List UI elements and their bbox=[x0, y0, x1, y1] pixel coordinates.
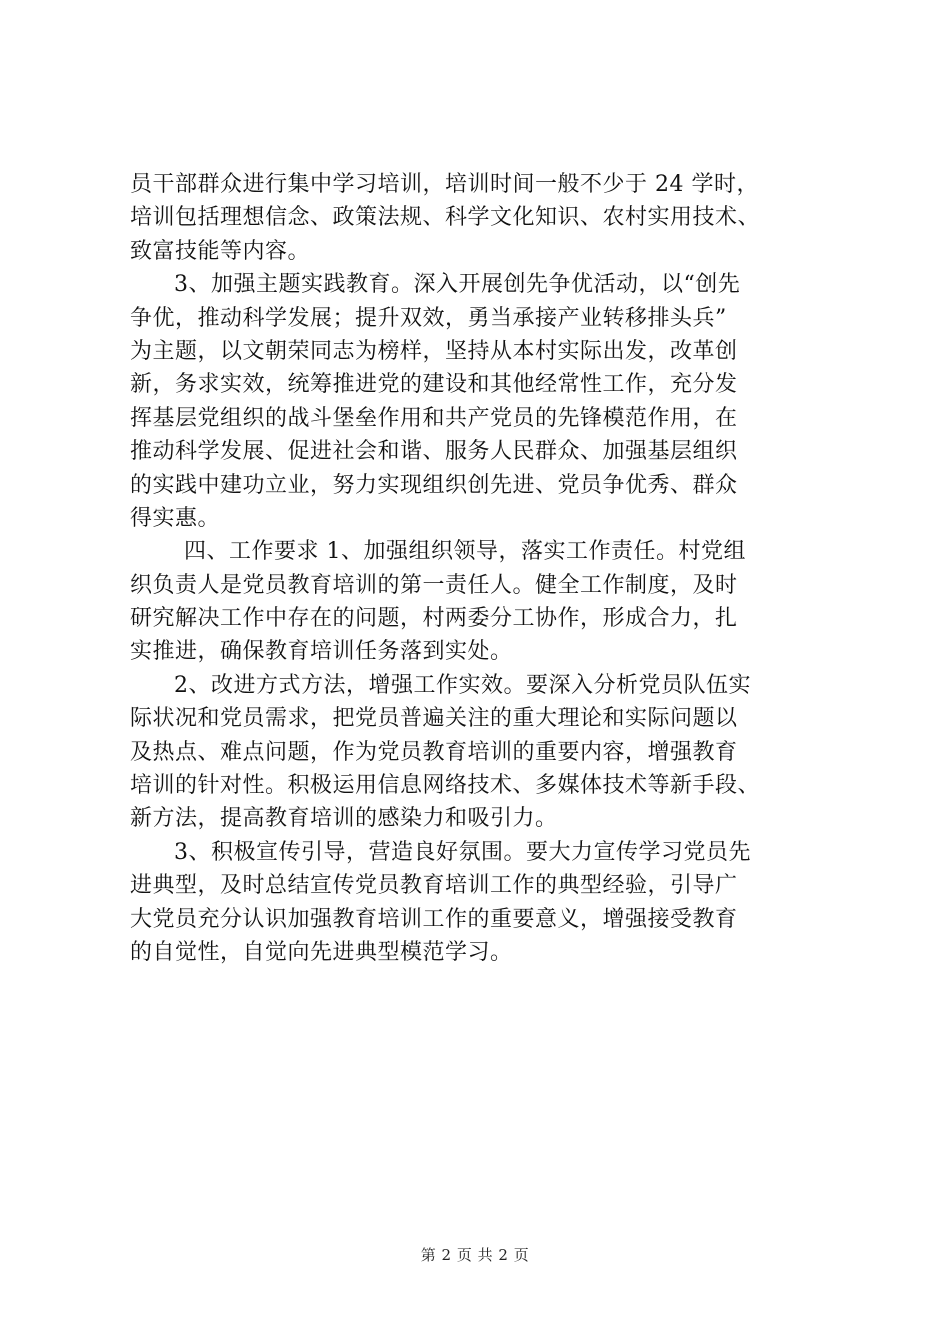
text-line: 得实惠。 bbox=[130, 505, 221, 531]
page-footer bbox=[0, 1244, 950, 1265]
text-line: 培训包括理想信念、政策法规、科学文化知识、农村实用技术、 bbox=[130, 205, 761, 231]
text-line: 的自觉性，自觉向先进典型模范学习。 bbox=[130, 939, 513, 965]
page-number: 第 2 页 共 2 页 bbox=[420, 1246, 530, 1264]
text-line: 四、工作要求 1、加强组织领导，落实工作责任。村党组 bbox=[184, 539, 746, 565]
text-line: 研究解决工作中存在的问题，村两委分工协作，形成合力，扎 bbox=[130, 606, 738, 632]
text-line: 3、加强主题实践教育。深入开展创先争优活动，以“创先 bbox=[174, 272, 741, 298]
text-line: 新方法，提高教育培训的感染力和吸引力。 bbox=[130, 806, 558, 832]
text-line: 员干部群众进行集中学习培训，培训时间一般不少于 24 学时， bbox=[130, 172, 759, 197]
text-line: 培训的针对性。积极运用信息网络技术、多媒体技术等新手段、 bbox=[130, 773, 761, 799]
text-line: 争优，推动科学发展；提升双效，勇当承接产业转移排头兵” bbox=[130, 305, 727, 331]
text-line: 2、改进方式方法，增强工作实效。要深入分析党员队伍实 bbox=[174, 672, 751, 698]
text-line: 进典型，及时总结宣传党员教育培训工作的典型经验，引导广 bbox=[130, 873, 738, 899]
text-line: 的实践中建功立业，努力实现组织创先进、党员争优秀、群众 bbox=[130, 472, 738, 498]
text-line: 新，务求实效，统筹推进党的建设和其他经常性工作，充分发 bbox=[130, 372, 738, 398]
text-line: 推动科学发展、促进社会和谐、服务人民群众、加强基层组织 bbox=[130, 439, 738, 465]
text-line: 致富技能等内容。 bbox=[130, 238, 311, 264]
text-line: 际状况和党员需求，把党员普遍关注的重大理论和实际问题以 bbox=[130, 706, 738, 732]
text-line: 为主题，以文朝荣同志为榜样，坚持从本村实际出发，改革创 bbox=[130, 338, 738, 364]
text-line: 3、积极宣传引导，营造良好氛围。要大力宣传学习党员先 bbox=[174, 839, 751, 865]
text-line: 及热点、难点问题，作为党员教育培训的重要内容，增强教育 bbox=[130, 739, 738, 765]
text-line: 大党员充分认识加强教育培训工作的重要意义，增强接受教育 bbox=[130, 906, 738, 932]
text-line: 织负责人是党员教育培训的第一责任人。健全工作制度，及时 bbox=[130, 572, 738, 598]
document-body bbox=[130, 168, 830, 969]
text-line: 实推进，确保教育培训任务落到实处。 bbox=[130, 639, 513, 665]
text-line: 挥基层党组织的战斗堡垒作用和共产党员的先锋模范作用，在 bbox=[130, 405, 738, 431]
